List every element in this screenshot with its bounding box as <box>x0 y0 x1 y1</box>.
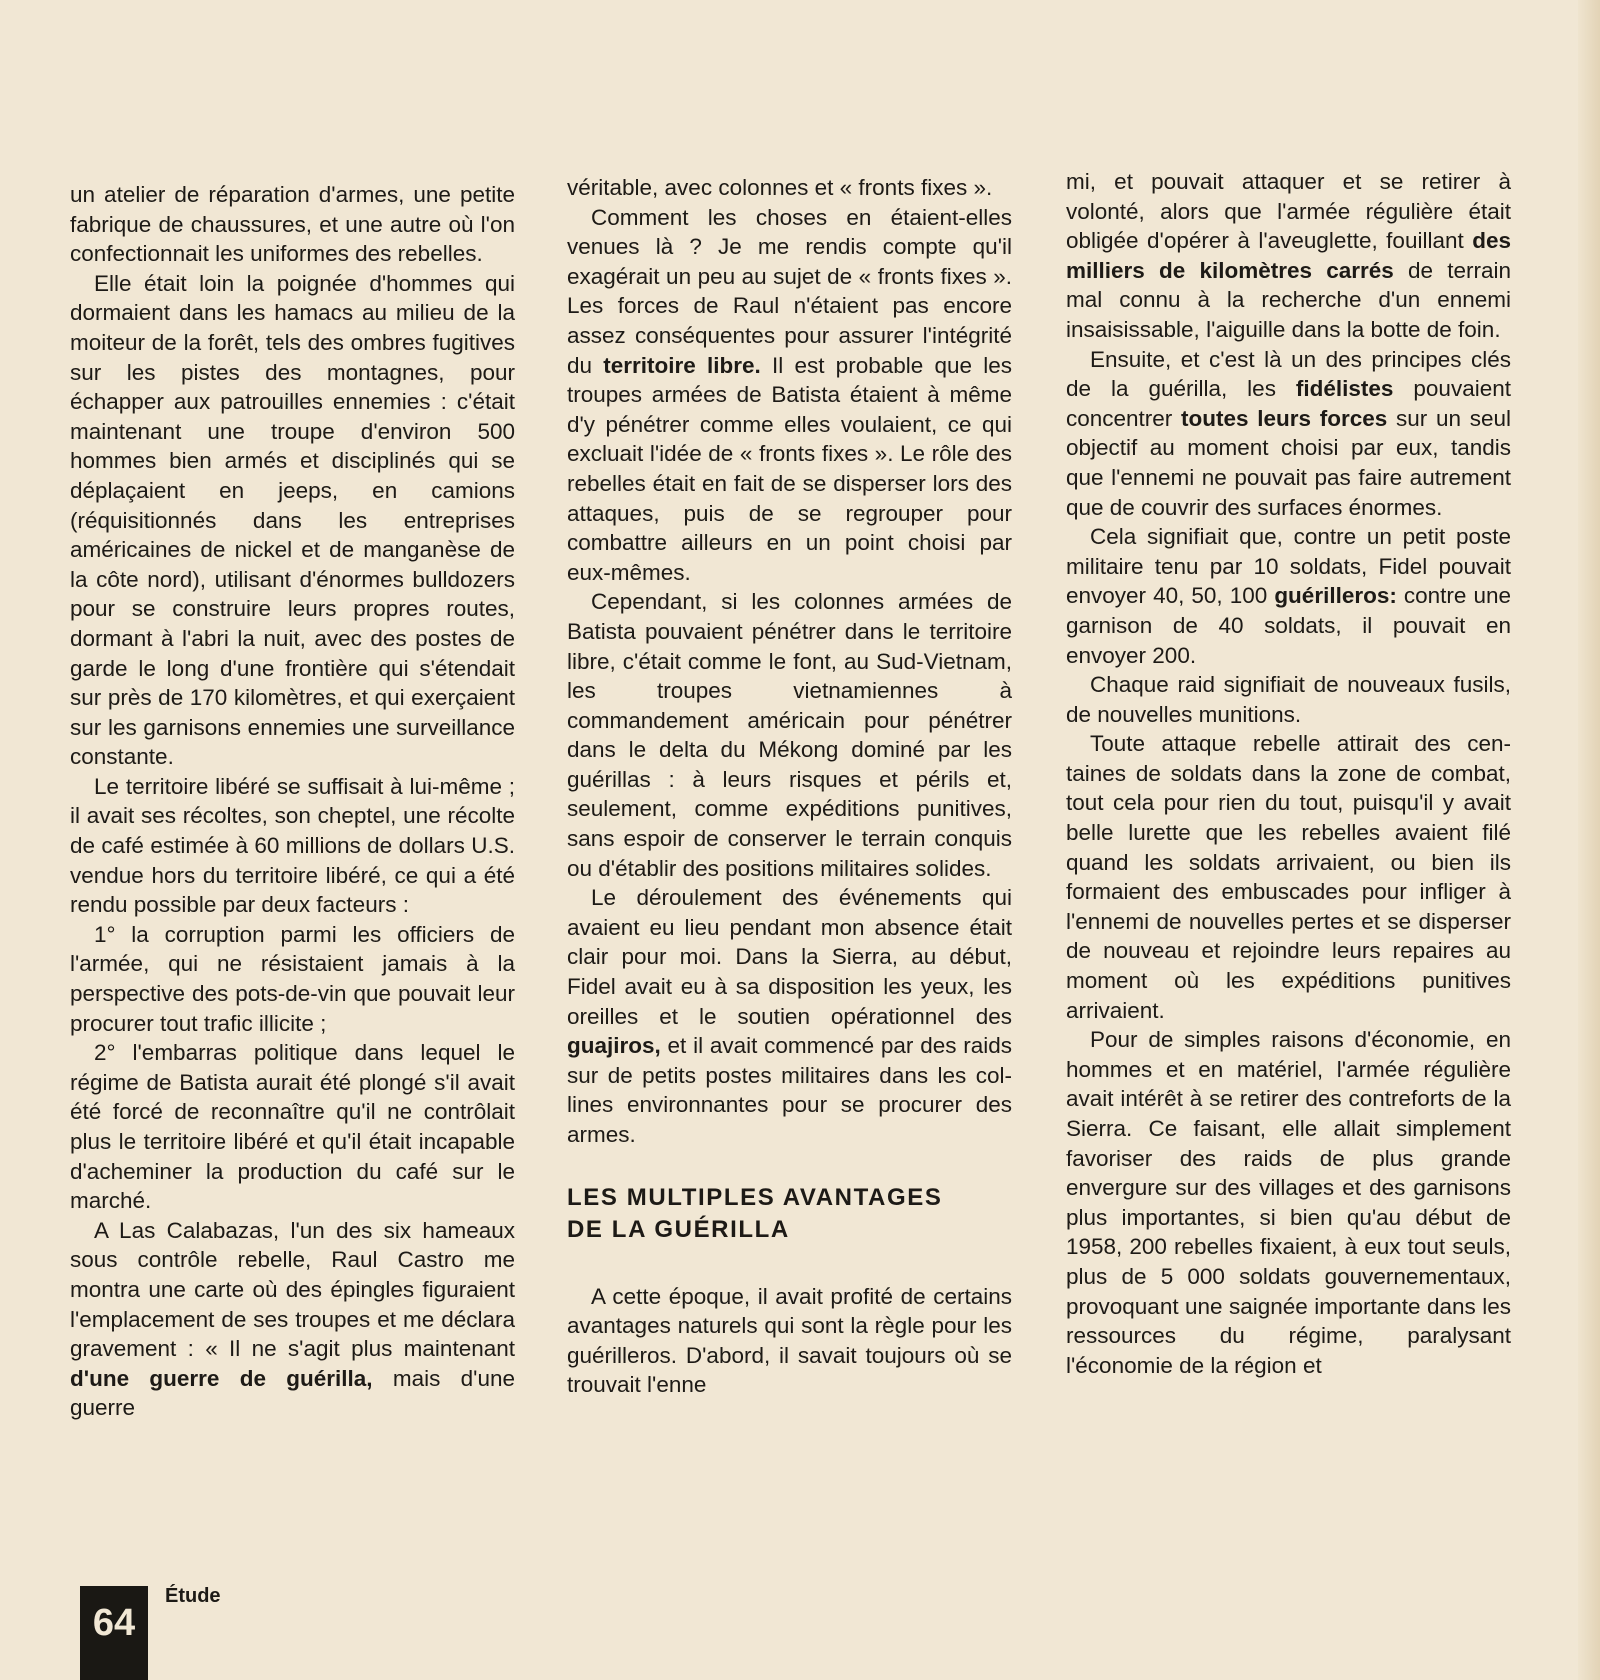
section-heading-line: LES MULTIPLES AVANTAGES <box>567 1183 943 1211</box>
text-run: Ensuite, et c'est là un des principes clés de la guérilla, les <box>1066 346 1511 402</box>
paragraph <box>567 883 1012 1149</box>
text-run: Il est probable que les troupes armées de Batista étaient à même d'y pénétrer comme elles voulaient, ce qui excluait l'idée de « fronts fixes ». Le rôle des rebelles était en fait de se disperser lors des attaques, puis de se regrouper pour combattre ailleurs en un point choisi par eux-mêmes. <box>567 352 1012 585</box>
text-run: contre une garnison de 40 soldats, il pouvait en envoyer 200. <box>1066 583 1511 668</box>
paragraph <box>70 1216 515 1423</box>
section-label: Étude <box>165 1585 221 1607</box>
paragraph: Le territoire libéré se suffisait à lui-même ; il avait ses récoltes, son cheptel, une récolte de café estimée à 60 millions de dollars U.S. vendue hors du territoire libéré, ce qui a été rendu possible par deux facteurs : <box>70 773 515 918</box>
paragraph <box>567 203 1012 588</box>
page-number-text: 64 <box>92 1602 136 1644</box>
paragraph: Pour de simples raisons d'économie, en hommes et en matériel, l'armée régulière avait intérêt à se retirer des contreforts de la Sierra. Ce faisant, elle allait simplement favoriser des raids de plus grande envergure sur des villages et des garnisons plus importantes, si bien qu'au début de 1958, 200 rebelles fixaient, à eux tout seuls, plus de 5 000 soldats gouvernementaux, provoquant une saignée importante dans les ressources du régime, paralysant l'économie de la région et <box>1066 1027 1511 1378</box>
text-run: mi, et pouvait attaquer et se retirer à volonté, alors que l'armée régulière était obligée d'opérer à l'aveuglette, fouillant <box>1066 169 1511 254</box>
paragraph: Chaque raid signifiait de nouveaux fusils, de nouvelles munitions. <box>1066 672 1511 727</box>
bold-text: toutes leurs forces <box>1181 405 1388 431</box>
bold-text: guajiros, <box>567 1033 661 1059</box>
paragraph: Toute attaque rebelle attirait des centaines de soldats dans la zone de combat, tout cela pour rien du tout, puisqu'il y avait belle lurette que les rebelles avaient filé quand les soldats arrivaient, ou bien ils formaient des embuscades pour infliger à l'ennemi de nouvelles pertes et se disperser de nouveau et rejoindre leurs repaires au moment où les expéditions punitives arrivaient. <box>1066 731 1511 1023</box>
paragraph <box>1066 345 1511 523</box>
paragraph: 1° la corruption parmi les officiers de l'armée, qui ne résistaient jamais à la perspective des pots-de-vin que pouvait leur procurer tout trafic illicite ; <box>70 921 515 1036</box>
text-run: mais d'une guerre <box>70 1365 515 1421</box>
text-run: A Las Calabazas, l'un des six hameaux sous contrôle rebelle, Raul Castro me montra une carte où des épingles figuraient l'emplacement de ses troupes et me déclara gravement : « Il ne s'agit plus maintenant <box>70 1217 515 1362</box>
section-heading <box>567 1182 1012 1246</box>
text-run: Comment les choses en étaient-elles venues là ? Je me rendis compte qu'il exagérait un peu au sujet de « fronts fixes ». Les forces de Raul n'étaient pas encore assez conséquentes pour assurer l'intégrité du <box>567 204 1012 378</box>
text-run: pouvaient concentrer <box>1066 376 1511 431</box>
text-run: et il avait commencé par des raids sur de petits postes militaires dans les collines environnantes pour se procurer des armes. <box>567 1033 1012 1147</box>
bold-text: territoire libre. <box>603 352 761 378</box>
paragraph: Cependant, si les colonnes armées de Batista pouvaient pénétrer dans le territoire libre, c'était comme le font, au Sud-Vietnam, les troupes vietnamiennes à commandement américain pour pénétrer dans le delta du Mékong dominé par les guérillas : à leurs risques et périls et, seulement, comme expéditions punitives, sans espoir de conserver le terrain conquis ou d'établir des positions militaires solides. <box>567 589 1012 881</box>
text-column-3 <box>1066 167 1511 1380</box>
page-edge <box>1578 0 1600 1680</box>
text-run: sur un seul objectif au moment choisi par eux, tandis que l'ennemi ne pouvait pas faire autrement que de couvrir des surfaces énormes. <box>1066 405 1511 520</box>
text-column-1 <box>70 180 515 1423</box>
bold-text: fidélistes <box>1295 376 1394 402</box>
bold-text: guérilleros: <box>1274 583 1397 609</box>
text-run: Le déroulement des événements qui avaient eu lieu pendant mon absence était clair pour moi. Dans la Sierra, au début, Fidel avait eu à sa disposition les yeux, les oreilles et le soutien opérationnel des <box>567 885 1012 1029</box>
text-column-2 <box>567 173 1012 1400</box>
paragraph: 2° l'embarras politique dans lequel le régime de Batista aurait été plongé s'il avait été forcé de reconnaître qu'il ne contrôlait plus le territoire libéré et qu'il était incapable d'acheminer la production du café sur le marché. <box>70 1040 515 1214</box>
text-run: Cela signifiait que, contre un petit poste militaire tenu par 10 soldats, Fidel pouvait envoyer 40, 50, 100 <box>1066 524 1511 609</box>
paragraph: véritable, avec colonnes et « fronts fixes ». <box>567 175 993 200</box>
paragraph: Elle était loin la poignée d'hommes qui dormaient dans les hamacs au milieu de la moiteur de la forêt, tels des ombres fugitives sur les pistes des montagnes, pour échapper aux patrouilles ennemies : c'était maintenant une troupe d'environ 500 hommes bien armés et disciplinés qui se déplaçaient en jeeps, en camions (réquisitionnés dans les entreprises américaines de nickel et de manganèse de la côte nord), utilisant d'énormes bulldozers pour se construire leurs propres routes, dormant à l'abri la nuit, avec des postes de garde le long d'une frontière qui s'étendait sur près de 170 kilomètres, et qui exerçaient sur les garnisons ennemies une surveillance constante. <box>70 270 515 770</box>
bold-text: d'une guerre de guérilla, <box>70 1365 373 1391</box>
paragraph <box>1066 167 1511 345</box>
bold-text: des milliers de kilomètres carrés <box>1066 228 1511 283</box>
section-heading-line: DE LA GUÉRILLA <box>567 1215 790 1243</box>
paragraph: A cette époque, il avait profité de certains avantages naturels qui sont la règle pour les guérilleros. D'abord, il savait toujours où se trouvait l'enne <box>567 1283 1012 1398</box>
paragraph: un atelier de réparation d'armes, une petite fabrique de chaussures, et une autre où l'on confectionnait les uniformes des rebelles. <box>70 182 515 267</box>
page-number <box>80 1586 148 1680</box>
paragraph <box>1066 522 1511 670</box>
text-run: de terrain mal connu à la recherche d'un ennemi insaisissable, l'aiguille dans la botte de foin. <box>1066 257 1511 342</box>
